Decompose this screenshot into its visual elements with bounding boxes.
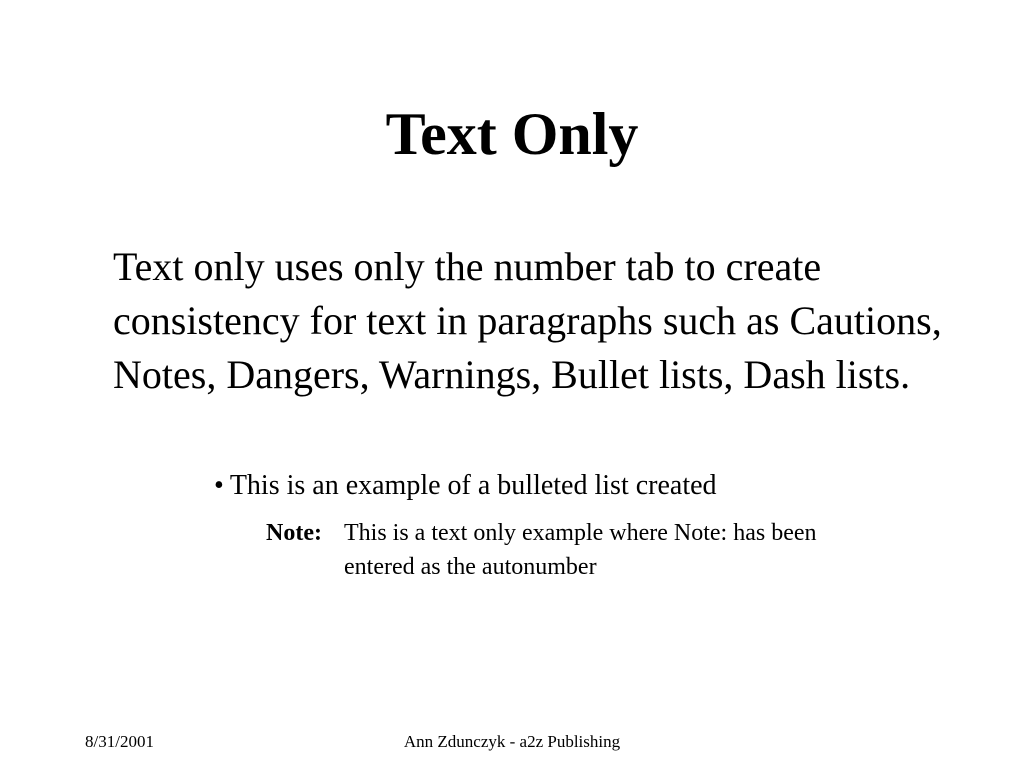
bullet-marker: • — [214, 470, 224, 501]
footer-author: Ann Zdunczyk - a2z Publishing — [403, 732, 621, 751]
body-paragraph: Text only uses only the number tab to create consistency for text in paragraphs such as Cautions, Notes, Dangers, Warnings, Bullet lists, Dash lists. — [113, 244, 942, 397]
footer-date: 8/31/2001 — [85, 732, 154, 751]
note-text-line-1: This is a text only example where Note: has been — [344, 520, 817, 546]
bullet-item — [214, 466, 974, 506]
note-text-line-2: entered as the autonumber — [344, 554, 597, 580]
note-label: Note: — [266, 520, 322, 546]
bullet-text: This is an example of a bulleted list created — [229, 470, 717, 501]
slide-title: Text Only — [385, 101, 639, 167]
